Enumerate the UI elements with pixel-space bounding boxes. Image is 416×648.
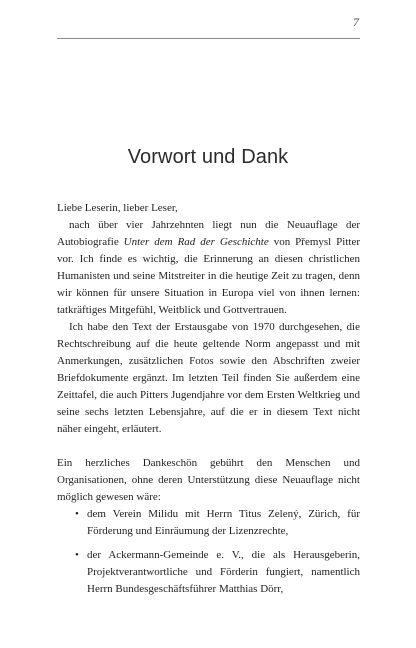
header-rule bbox=[57, 38, 360, 39]
paragraph-1 bbox=[57, 217, 360, 319]
body-text bbox=[57, 200, 360, 605]
page-number: 7 bbox=[353, 15, 359, 29]
salutation: Liebe Leserin, lieber Leser, bbox=[57, 202, 178, 214]
paragraph-1-end: von Přemysl Pitter vor. Ich finde es wichtig, die Erinnerung an diesen christlichen Humanisten und seine Mitstreiter in die heutige Zeit zu tragen, denn wir können für unsere Situation in Europa viel von ihnen lernen: tatkräftiges Mitgefühl, Weitblick und Gottvertrauen. bbox=[57, 236, 361, 316]
bullet-icon: • bbox=[75, 549, 79, 561]
list-item bbox=[75, 506, 360, 540]
paragraph-gap bbox=[57, 438, 360, 455]
paragraph-2: Ich habe den Text der Erstausgabe von 1970 durchgesehen, die Rechtschreibung auf die heute geltende Norm angepasst und mit Anmerkungen, zusätzlichen Fotos sowie den Abschriften zweier Briefdokumente ergänzt. Im letzten Teil finden Sie außerdem eine Zeittafel, die auch Pitters Jugendjahre vor dem Ersten Weltkrieg und seine sechs letzten Lebensjahre, auf die er in diesem Text nicht näher eingeht, erläutert. bbox=[57, 321, 360, 435]
list-item-text: der Ackermann-Gemeinde e. V., die als Herausgeberin, Projektverantwortliche und Förderin fungiert, namentlich Herrn Bundesgeschäftsführer Matthias Dörr, bbox=[87, 549, 360, 595]
paragraph-3: Ein herzliches Dankeschön gebührt den Menschen und Organisationen, ohne deren Unterstützung diese Neuauflage nicht möglich gewesen wäre: bbox=[57, 457, 360, 503]
book-title: Unter dem Rad der Geschichte bbox=[123, 236, 269, 248]
list-item-text: dem Verein Milidu mit Herrn Titus Zelený, Zürich, für Förderung und Einräumung der Lizenzrechte, bbox=[87, 508, 360, 537]
list-item bbox=[75, 547, 360, 598]
chapter-title: Vorwort und Dank bbox=[127, 146, 289, 168]
bullet-icon: • bbox=[75, 508, 79, 520]
acknowledgement-list bbox=[57, 506, 360, 598]
paragraph-1-start: nach über vier Jahrzehnten liegt nun die Neuauflage der Autobiografie bbox=[57, 219, 360, 248]
